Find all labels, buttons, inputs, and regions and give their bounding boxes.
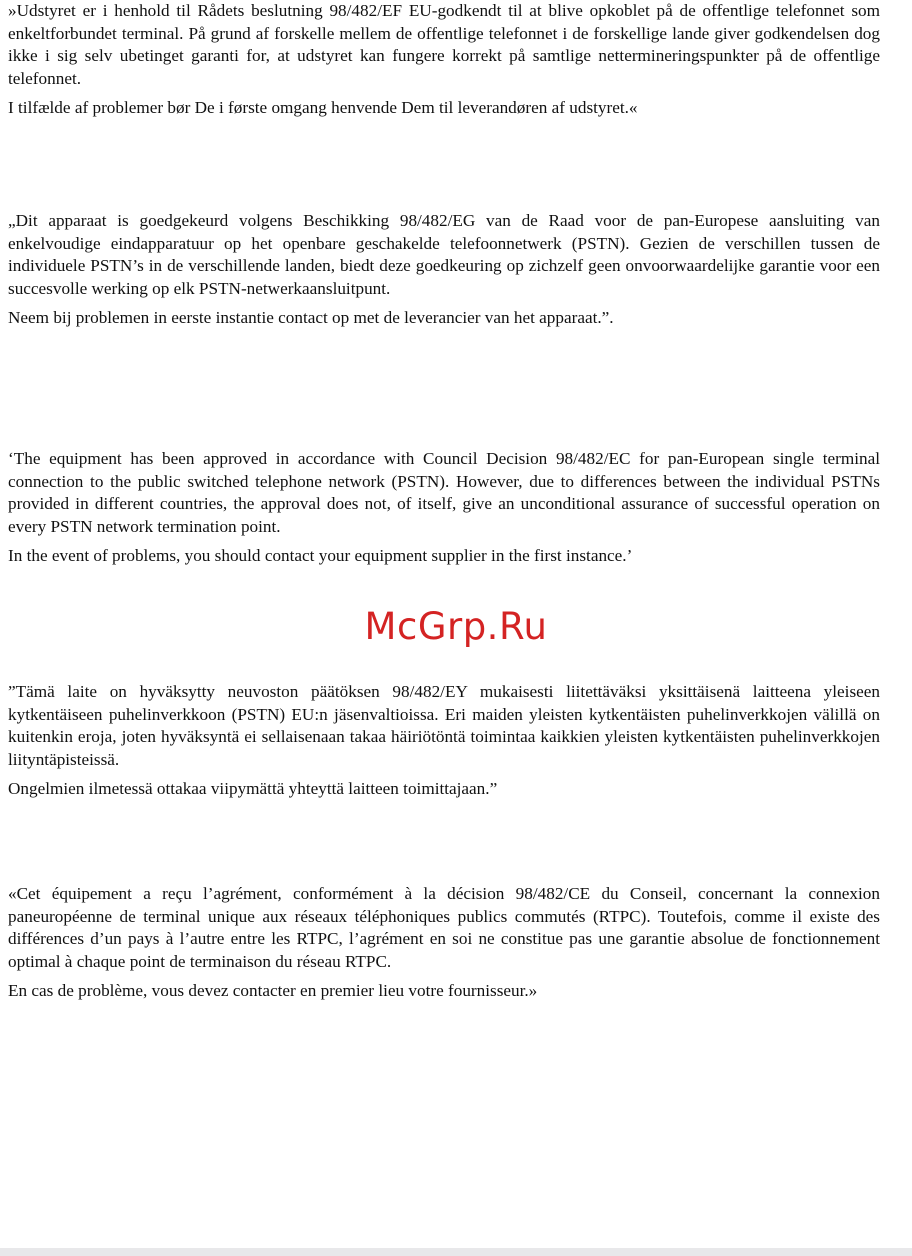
french-support-note: En cas de problème, vous devez contacter en premier lieu votre fournisseur.» [8,981,538,1000]
finnish-approval-notice [8,681,880,801]
finnish-support-note: Ongelmien ilmetessä ottakaa viipymättä yhteyttä laitteen toimittajaan.” [8,779,498,798]
english-approval-paragraph: ‘The equipment has been approved in accordance with Council Decision 98/482/EC for pan-European single terminal connection to the public switched telephone network (PSTN). However, due to differences between the individual PSTNs provided in different countries, the approval does not, of itself, give an unconditional assurance of successful operation on every PSTN network termination point. [8,449,880,536]
finnish-approval-paragraph: ”Tämä laite on hyväksytty neuvoston päätöksen 98/482/EY mukaisesti liitettäväksi yksittäisenä laitteena yleiseen kytkentäiseen puhelinverkkoon (PSTN) EU:n jäsenvaltioissa. Eri maiden yleisten kytkentäisten puhelinverkkojen välillä on kuitenkin eroja, joten hyväksyntä ei sellaisenaan takaa häiriötöntä toimintaa kaikkien yleisten kytkentäisten puhelinverkkojen liityntäpisteissä. [8,682,880,769]
dutch-approval-paragraph: „Dit apparaat is goedgekeurd volgens Beschikking 98/482/EG van de Raad voor de pan-Europese aansluiting van enkelvoudige eindapparatuur op het openbare geschakelde telefoonnetwerk (PSTN). Gezien de verschillen tussen de individuele PSTN’s in de verschillende landen, biedt deze goedkeuring op zichzelf geen onvoorwaardelijke garantie voor een succesvolle werking op elk PSTN-netwerkaansluitpunt. [8,211,880,298]
french-approval-notice [8,883,880,1003]
french-approval-paragraph: «Cet équipement a reçu l’agrément, conformément à la décision 98/482/CE du Conseil, concernant la connexion paneuropéenne de terminal unique aux réseaux téléphoniques publics commutés (RTPC). Toutefois, comme il existe des différences d’un pays à l’autre entre les RTPC, l’agrément en soi ne constitue pas une garantie absolue de fonctionnement optimal à chaque point de terminaison du réseau RTPC. [8,884,880,971]
page-bottom-bar [0,1248,912,1256]
dutch-approval-notice [8,210,880,330]
danish-approval-paragraph: »Udstyret er i henhold til Rådets beslutning 98/482/EF EU-godkendt til at blive opkoblet på de offentlige telefonnet som enkeltforbundet terminal. På grund af forskelle mellem de offentlige telefonnet i de forskellige lande giver godkendelsen dog ikke i sig selv ubetinget garanti for, at udstyret kan fungere korrekt på samtlige nettermineringspunkter på de offentlige telefonnet. [8,1,880,88]
english-support-note: In the event of problems, you should contact your equipment supplier in the first instance.’ [8,546,633,565]
danish-approval-notice [8,0,880,120]
danish-support-note: I tilfælde af problemer bør De i første omgang henvende Dem til leverandøren af udstyret.« [8,98,638,117]
site-watermark: McGrp.Ru [364,605,548,648]
dutch-support-note: Neem bij problemen in eerste instantie contact op met de leverancier van het apparaat.”. [8,308,614,327]
english-approval-notice [8,448,880,568]
